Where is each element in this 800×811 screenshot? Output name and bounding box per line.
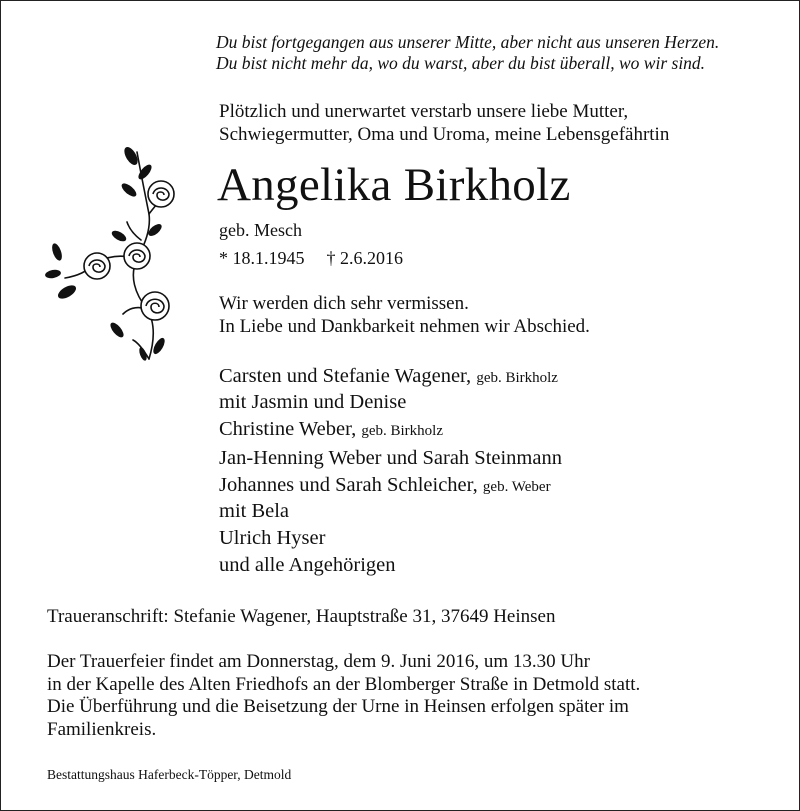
rose-branch-icon (37, 144, 187, 369)
mourner-note: geb. Birkholz (476, 370, 558, 386)
farewell-line: Wir werden dich sehr vermissen. (219, 293, 469, 314)
ceremony-line: Familienkreis. (47, 718, 157, 740)
mourner-name: Christine Weber, (219, 418, 357, 440)
mourner-entry (219, 472, 779, 501)
farewell-line: In Liebe und Dankbarkeit nehmen wir Abschied. (219, 316, 590, 337)
mourner-note: geb. Weber (482, 479, 551, 495)
mourner-name: Ulrich Hyser (219, 527, 326, 549)
mourner-name: Carsten und Stefanie Wagener, (219, 365, 472, 387)
birth-date: * 18.1.1945 (219, 248, 305, 268)
mourners-list (219, 363, 779, 579)
death-announcement (219, 100, 779, 146)
mourner-entry (219, 552, 779, 579)
mourner-entry (219, 416, 779, 445)
funeral-home: Bestattungshaus Haferbeck-Töpper, Detmold (47, 767, 292, 782)
farewell-text (219, 292, 779, 338)
mourner-name: Jan-Henning Weber und Sarah Steinmann (219, 447, 562, 469)
death-date: † 2.6.2016 (326, 248, 403, 268)
announcement-line: Plötzlich und unerwartet verstarb unsere liebe Mutter, (219, 101, 629, 122)
ceremony-line: Der Trauerfeier findet am Donnerstag, dem 9. Juni 2016, um 13.30 Uhr (47, 651, 590, 672)
announcement-line: Schwiegermutter, Oma und Uroma, meine Lebensgefährtin (219, 124, 670, 145)
mourner-note: geb. Birkholz (361, 423, 443, 439)
memorial-quote (216, 32, 776, 74)
mourner-children: mit Jasmin und Denise (219, 391, 407, 413)
mourner-name: Johannes und Sarah Schleicher, (219, 474, 478, 496)
life-dates (219, 247, 403, 269)
memorial-quote-line: Du bist nicht mehr da, wo du warst, aber du bist überall, wo wir sind. (216, 53, 706, 73)
mourner-entry (219, 445, 779, 472)
mourner-children: mit Bela (219, 500, 290, 522)
ceremony-details (47, 651, 767, 741)
memorial-quote-line: Du bist fortgegangen aus unserer Mitte, aber nicht aus unseren Herzen. (216, 32, 720, 52)
mourning-address: Traueranschrift: Stefanie Wagener, Hauptstraße 31, 37649 Heinsen (47, 606, 556, 627)
ceremony-line: in der Kapelle des Alten Friedhofs an der Blomberger Straße in Detmold statt. (47, 673, 641, 695)
mourner-entry (219, 525, 779, 552)
birth-name: geb. Mesch (219, 220, 302, 240)
ceremony-line: Die Überführung und die Beisetzung der Urne in Heinsen erfolgen später im (47, 696, 629, 717)
mourner-name: und alle Angehörigen (219, 554, 396, 576)
mourner-entry (219, 363, 779, 392)
deceased-name: Angelika Birkholz (217, 159, 571, 211)
